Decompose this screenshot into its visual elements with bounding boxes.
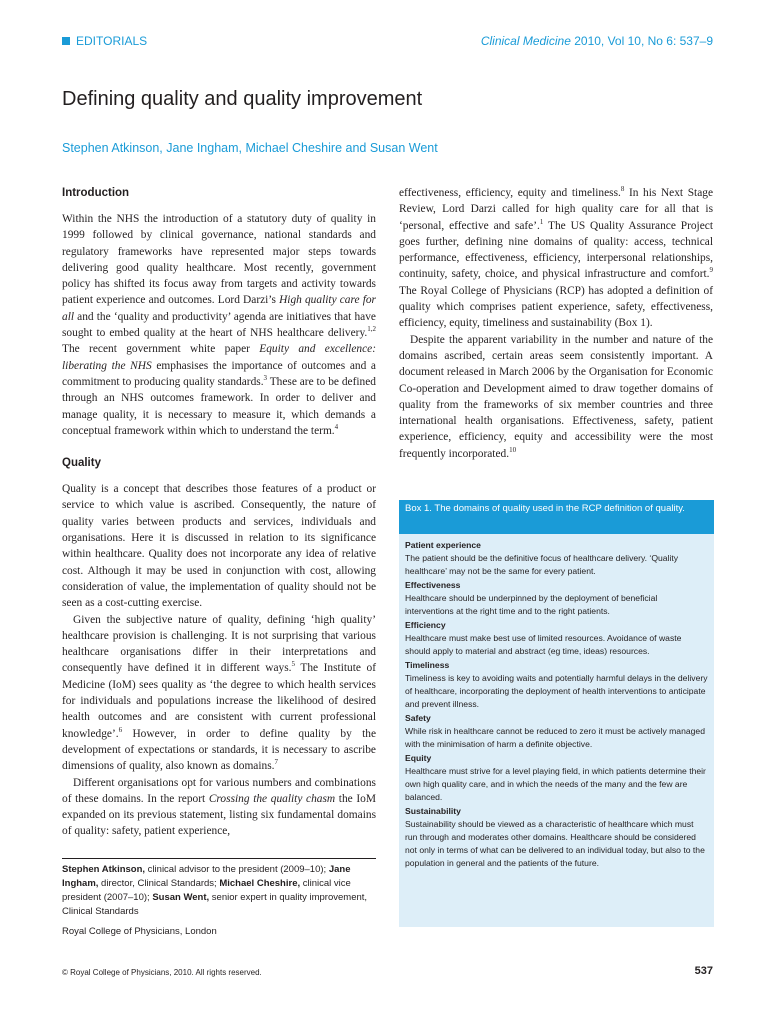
domain-heading: Safety <box>405 713 431 723</box>
domain-text: Healthcare must make best use of limited resources. Avoidance of waste should apply to material and abstract (eg time, ideas) resources. <box>405 633 682 656</box>
square-bullet-icon <box>62 37 70 45</box>
domain-heading: Efficiency <box>405 620 446 630</box>
domain-text: Healthcare should be underpinned by the deployment of beneficial interventions at the right time and to the right patients. <box>405 593 658 616</box>
quality-paragraph-1: Quality is a concept that describes those features of a product or service to which value is ascribed. Consequently, the nature of quality varies between products and services, individuals and organisations. Here it is discussed in relation to its significance within healthcare. Quality does not incorporate any idea of relative cost. Although it may be used in conjunction with cost, allowing consideration of value, the implementation of quality should not be seen as a cost-cutting exercise. <box>62 483 376 610</box>
footnote-divider <box>62 858 376 859</box>
article-title: Defining quality and quality improvement <box>62 88 423 110</box>
quality-paragraph-2: Given the subjective nature of quality, defining ‘high quality’ healthcare provision is challenging. It is not surprising that various healthcare organisations differ in their interpretations and consequently have defined it in different ways.$^5$ The Institute of Medicine (IoM) sees quality as ‘the degree to which health services for individuals and populations increase the likelihood of desired health outcomes and are consistent with current professional knowledge’.$^6$ However, in order to define quality by the development of expectations or standards, it is necessary to ascribe dimensions of quality, also known as domains.$^7$ <box>62 613 376 773</box>
running-header <box>62 34 713 52</box>
copyright-notice: © Royal College of Physicians, 2010. All rights reserved. <box>62 968 262 977</box>
journal-citation <box>481 34 713 48</box>
quality-heading: Quality <box>62 457 101 470</box>
author-affiliations <box>62 863 376 939</box>
domain-text: Healthcare must strive for a level playing field, in which patients determine their own high quality care, and in which the needs of the many and the few are balanced. <box>405 766 706 802</box>
intro-paragraph: Within the NHS the introduction of a statutory duty of quality in 1999 followed by clinical governance, national standards and regulatory frameworks have represented major steps towards delivering good quality healthcare. Most recently, government policy has shifted its focus away from targets and activity towards patient experience and outcomes. Lord Darzi’s High quality care for all and the ‘quality and productivity’ agenda are initiatives that have sought to embed quality at the heart of NHS healthcare delivery.$^{1,2}$ The recent government white paper Equity and excellence: liberating the NHS emphasises the importance of outcomes and a commitment to producing quality standards.$^3$ These are to be defined through an NHS outcomes framework. In order to deliver and manage quality, it is necessary to measure it, which demands a conceptual framework within which to understand the term.$^4$ <box>62 213 376 437</box>
domain-heading: Equity <box>405 753 432 763</box>
page-number: 537 <box>694 965 713 977</box>
domain-heading: Effectiveness <box>405 580 461 590</box>
domains-paragraph-2: Despite the apparent variability in the number and nature of the domains ascribed, certain areas seem consistently important. A document released in March 2006 by the Organisation for Economic Co-operation and Development aimed to draw together domains of quality from the frameworks of six member countries and three international health organisations. Effectiveness, safety, patient experience, efficiency, equity and accessibility were the most frequently incorporated.$^{10}$ <box>399 333 713 460</box>
box-header <box>399 500 714 534</box>
domain-heading: Sustainability <box>405 806 461 816</box>
journal-name: Clinical Medicine <box>480 34 571 48</box>
affiliation-org: Royal College of Physicians, London <box>62 926 217 937</box>
domain-text: Timeliness is key to avoiding waits and potentially harmful delays in the delivery of healthcare, incorporating the deployment of health interventions to anticipate and prevent illness. <box>405 673 708 709</box>
box-body <box>399 534 714 875</box>
intro-heading: Introduction <box>62 187 130 199</box>
journal-ref: 2010, Vol 10, No 6: 537–9 <box>574 34 713 48</box>
domain-heading: Patient experience <box>405 540 481 550</box>
section-name: EDITORIALS <box>76 34 148 48</box>
domains-paragraph-1: effectiveness, efficiency, equity and timeliness.$^8$ In his Next Stage Review, Lord Darzi called for high quality care for all that is ‘personal, effective and safe’.$^1$ The US Quality Assurance Project goes further, defining nine domains of quality: access, technical performance, effectiveness, efficiency, interpersonal relationships, continuity, safety, choice, and physical infrastructure and comfort.$^9$ The Royal College of Physicians (RCP) has adopted a definition of quality which comprises patient experience, safety, effectiveness, efficiency, equity, timeliness and sustainability (Box 1). <box>399 185 713 330</box>
domain-heading: Timeliness <box>405 660 450 670</box>
box-label: Box 1. <box>405 503 432 514</box>
left-column <box>62 185 376 840</box>
affiliation-text: Stephen Atkinson, clinical advisor to the president (2009–10); Jane Ingham, director, Clinical Standards; Michael Cheshire, clinical vice president (2007–10); Susan Went, senior expert in quality improvement, Clinical Standards <box>62 864 368 917</box>
quality-paragraph-3: Different organisations opt for various numbers and combinations of these domains. In the report Crossing the quality chasm the IoM expanded on its previous statement, listing six fundamental domains of quality: safety, patient experience, <box>62 776 376 838</box>
domain-text: Sustainability should be viewed as a characteristic of healthcare which must run through and moderates other domains. Healthcare should be considered not only in terms of what can be delivered to an individual today, but also to the population in general and the patients of the future. <box>405 819 705 868</box>
box-caption: The domains of quality used in the RCP definition of quality. <box>434 503 685 514</box>
article-authors: Stephen Atkinson, Jane Ingham, Michael Cheshire and Susan Went <box>62 141 438 155</box>
box-1 <box>399 500 714 927</box>
right-column <box>399 185 713 462</box>
domain-text: While risk in healthcare cannot be reduced to zero it must be actively managed with the minimisation of harm a definite objective. <box>405 726 705 749</box>
domain-text: The patient should be the definitive focus of healthcare delivery. ‘Quality healthcare’ may not be the same for every patient. <box>405 553 679 576</box>
section-label <box>62 34 147 48</box>
